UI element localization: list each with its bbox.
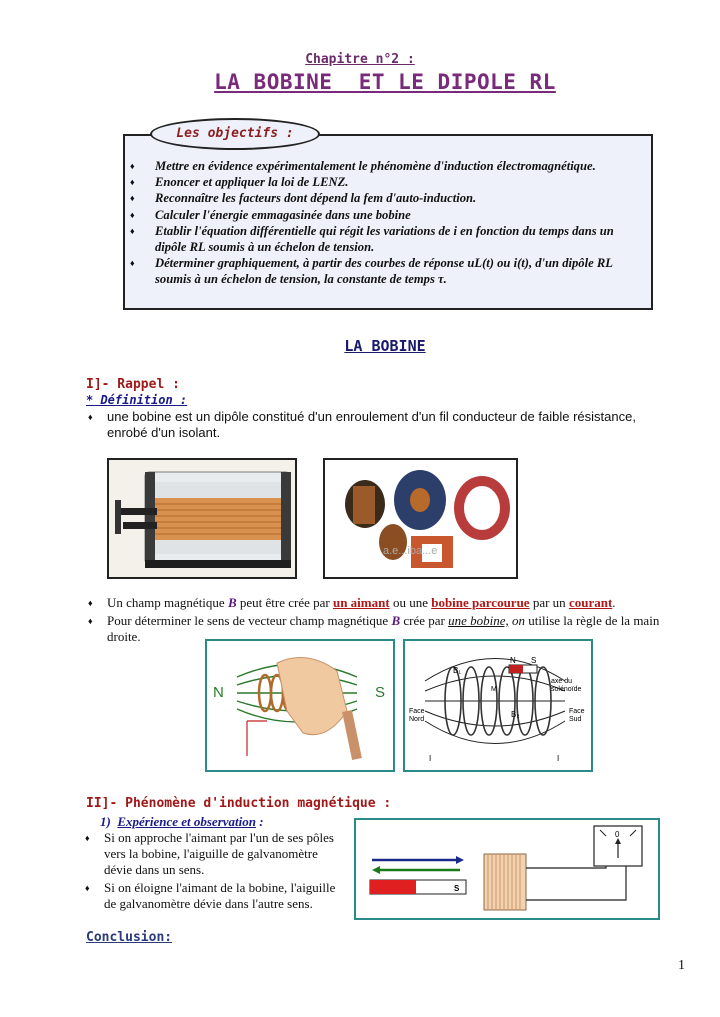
rappel-heading: I]- Rappel : <box>86 377 180 392</box>
right-hand-rule-figure <box>205 639 395 772</box>
induction-heading: II]- Phénomène d'induction magnétique : <box>86 796 392 811</box>
chapter-label: Chapitre n°2 : <box>305 52 415 67</box>
page-number: 1 <box>678 958 685 973</box>
field-bullet-2: ♦ Pour déterminer le sens de vecteur champ magnétique B crée par une bobine, on utilise la règle de la main droite. <box>88 613 660 644</box>
section-title: LA BOBINE <box>344 337 426 355</box>
sud-label: Sud <box>569 716 582 723</box>
objectives-label: Les objectifs : <box>150 118 320 150</box>
keyword-aimant: un aimant <box>332 595 390 610</box>
keyword-bobine: bobine parcourue <box>431 595 530 610</box>
bullet-diamond-icon: ♦ <box>85 883 90 893</box>
vector-b2-label: B₂ <box>511 710 520 719</box>
induction-bullet-2: ♦ Si on éloigne l'aimant de la bobine, l'aiguille de galvanomètre dévie dans l'autre sens. <box>85 880 336 911</box>
field-bullet-1: ♦ Un champ magnétique B peut être crée par un aimant ou une bobine parcourue par un courant. <box>88 595 616 610</box>
objectives-list <box>130 158 645 288</box>
bullet-diamond-icon: ♦ <box>85 833 90 843</box>
solenoid-field-figure <box>403 639 593 772</box>
induction-bullet-1: ♦ Si on approche l'aimant par l'un de ses pôles vers la bobine, l'aiguille de galvanomètre dévie dans un sens. <box>85 830 334 877</box>
needle-north-label: N <box>510 656 516 665</box>
needle-south-label: S <box>531 656 537 665</box>
bullet-diamond-icon: ♦ <box>88 616 93 626</box>
face-label-left: Face <box>409 708 425 715</box>
axis-label: axe du <box>551 678 573 685</box>
galvanometer-zero-label: 0 <box>615 830 620 839</box>
coils-photo <box>323 458 518 579</box>
vector-b-symbol: B <box>227 595 237 610</box>
experience-subheading: 1) Expérience et observation : <box>100 814 264 829</box>
vector-b1-label: B₁ <box>453 666 462 675</box>
definition-label: * Définition : <box>86 393 188 407</box>
keyword-une-bobine: une bobine, <box>448 613 509 628</box>
current-label-left: I <box>429 754 432 763</box>
current-label-right: I <box>557 754 560 763</box>
definition-text: ♦ une bobine est un dipôle constitué d'un enroulement d'un fil conducteur de faible résistance, enrobé d'un isolant. <box>88 409 636 440</box>
objective-item: ♦ Déterminer graphiquement, à partir des courbes de réponse uL(t) ou i(t), d'un dipôle RL soumis à un échelon de tension, la constante de temps τ. <box>130 255 645 287</box>
objective-item: ♦ Etablir l'équation différentielle qui régit les variations de i en fonction du temps dans un dipôle RL soumis à un échelon de tension. <box>130 223 645 255</box>
objective-item: ♦ Reconnaître les facteurs dont dépend la fem d'auto-induction. <box>130 190 645 206</box>
vector-b-symbol: B <box>391 613 401 628</box>
solenoid-label: solénoïde <box>551 686 582 693</box>
objective-item: ♦ Enoncer et appliquer la loi de LENZ. <box>130 174 645 190</box>
point-m-label: M <box>491 686 497 693</box>
solenoid-photo <box>107 458 297 579</box>
page-title: LA BOBINE ET LE DIPOLE RL <box>214 70 556 94</box>
south-pole-label: S <box>375 684 386 701</box>
north-pole-label: N <box>213 684 224 701</box>
objective-item: ♦ Calculer l'énergie emmagasinée dans une bobine <box>130 207 645 223</box>
bullet-diamond-icon: ♦ <box>88 412 93 422</box>
objective-item: ♦ Mettre en évidence expérimentalement le phénomène d'induction électromagnétique. <box>130 158 645 174</box>
induction-experiment-figure <box>354 818 660 920</box>
conclusion-label: Conclusion: <box>86 930 173 945</box>
nord-label: Nord <box>409 716 425 723</box>
keyword-courant: courant <box>568 595 613 610</box>
bullet-diamond-icon: ♦ <box>88 598 93 608</box>
photo-watermark: a.e...iba...e <box>383 545 438 557</box>
face-label-right: Face <box>569 708 585 715</box>
magnet-pole-label: S <box>454 884 460 893</box>
